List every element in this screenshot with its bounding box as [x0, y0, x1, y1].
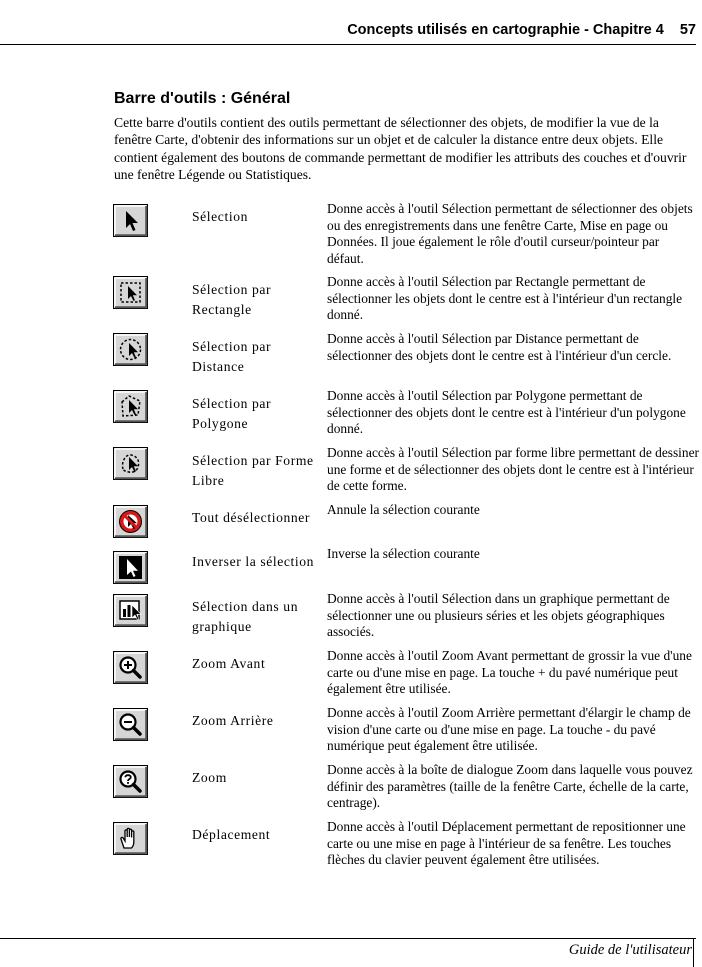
tool-description: Donne accès à l'outil Sélection dans un graphique permettant de sélectionner une ou plusieurs séries et les objets géographiques associés. — [327, 591, 670, 640]
tool-name: Déplacement — [192, 827, 271, 842]
polygon-select-icon — [113, 390, 148, 423]
tool-description: Donne accès à l'outil Sélection par Polygone permettant de sélectionner des objets dont le centre est à l'intérieur d'un polygone donné. — [327, 388, 686, 437]
graph-select-icon — [113, 594, 148, 627]
tool-name: Inverser la sélection — [192, 554, 315, 569]
tool-description: Donne accès à la boîte de dialogue Zoom dans laquelle vous pouvez définir des paramètres (taille de la fenêtre Carte, échelle de la carte, centrage). — [327, 762, 693, 811]
guide-title: Guide de l'utilisateur — [568, 942, 692, 958]
tool-description: Donne accès à l'outil Sélection par Distance permettant de sélectionner des objets dont le centre est à l'intérieur d'un cercle. — [327, 331, 672, 363]
tool-name: Sélection — [192, 209, 248, 224]
invert-selection-icon — [113, 551, 148, 584]
section-intro: Cette barre d'outils contient des outils permettant de sélectionner des objets, de modifier la vue de la fenêtre Carte, d'obtenir des informations sur un objet et de calculer la distance entre deux objets. Elle contient également des boutons de commande permettant de modifier les attributs des couches et d'ouvrir une fenêtre Légende ou Statistiques. — [114, 115, 687, 183]
tool-name: Zoom — [192, 770, 227, 785]
section-title: Barre d'outils : Général — [114, 90, 291, 107]
tool-name: Sélection par Distance — [192, 339, 272, 374]
footer-rule — [0, 938, 696, 939]
tool-description: Donne accès à l'outil Sélection par Rectangle permettant de sélectionner les objets dont le centre est à l'intérieur d'un rectangle donné. — [327, 274, 683, 323]
header-rule — [0, 44, 696, 45]
tool-description: Donne accès à l'outil Zoom Arrière permettant d'élargir le champ de vision d'une carte ou d'une mise en page. La touche - du pavé numérique peut également être utilisée. — [327, 705, 691, 754]
selection-arrow-icon — [113, 204, 148, 237]
tool-description: Donne accès à l'outil Déplacement permettant de repositionner une carte ou une mise en page à l'intérieur de sa fenêtre. Les touches flèches du clavier peuvent également être utilisées. — [327, 819, 686, 868]
tool-description: Donne accès à l'outil Zoom Avant permettant de grossir la vue d'une carte ou d'une mise en page. La touche + du pavé numérique peut également être utilisée. — [327, 648, 692, 697]
tool-name: Zoom Arrière — [192, 713, 274, 728]
tool-description: Donne accès à l'outil Sélection permettant de sélectionner des objets ou des enregistrements dans une fenêtre Carte, Mise en page ou Données. Il joue également le rôle d'outil curseur/pointeur par défaut. — [327, 201, 693, 266]
tool-name: Sélection dans un graphique — [192, 599, 299, 634]
tool-description: Annule la sélection courante — [327, 502, 480, 517]
zoom-dialog-icon — [113, 765, 148, 798]
unselect-all-icon — [113, 505, 148, 538]
zoom-out-icon — [113, 708, 148, 741]
tool-name: Sélection par Rectangle — [192, 282, 272, 317]
pan-hand-icon — [113, 822, 148, 855]
tool-name: Zoom Avant — [192, 656, 266, 671]
tool-description: Inverse la sélection courante — [327, 546, 480, 561]
chapter-title: Concepts utilisés en cartographie - Chapitre 4 — [347, 22, 664, 38]
freehand-select-icon — [113, 447, 148, 480]
rectangle-select-icon — [113, 276, 148, 309]
footer-bar — [693, 938, 694, 967]
tool-name: Tout désélectionner — [192, 510, 311, 525]
zoom-in-icon — [113, 651, 148, 684]
tool-name: Sélection par Polygone — [192, 396, 272, 431]
tool-name: Sélection par Forme Libre — [192, 453, 314, 488]
tool-description: Donne accès à l'outil Sélection par forme libre permettant de dessiner une forme et de sélectionner des objets dont le centre est à l'intérieur de cette forme. — [327, 445, 700, 494]
running-header — [0, 22, 696, 38]
page-number: 57 — [679, 22, 696, 38]
radius-select-icon — [113, 333, 148, 366]
